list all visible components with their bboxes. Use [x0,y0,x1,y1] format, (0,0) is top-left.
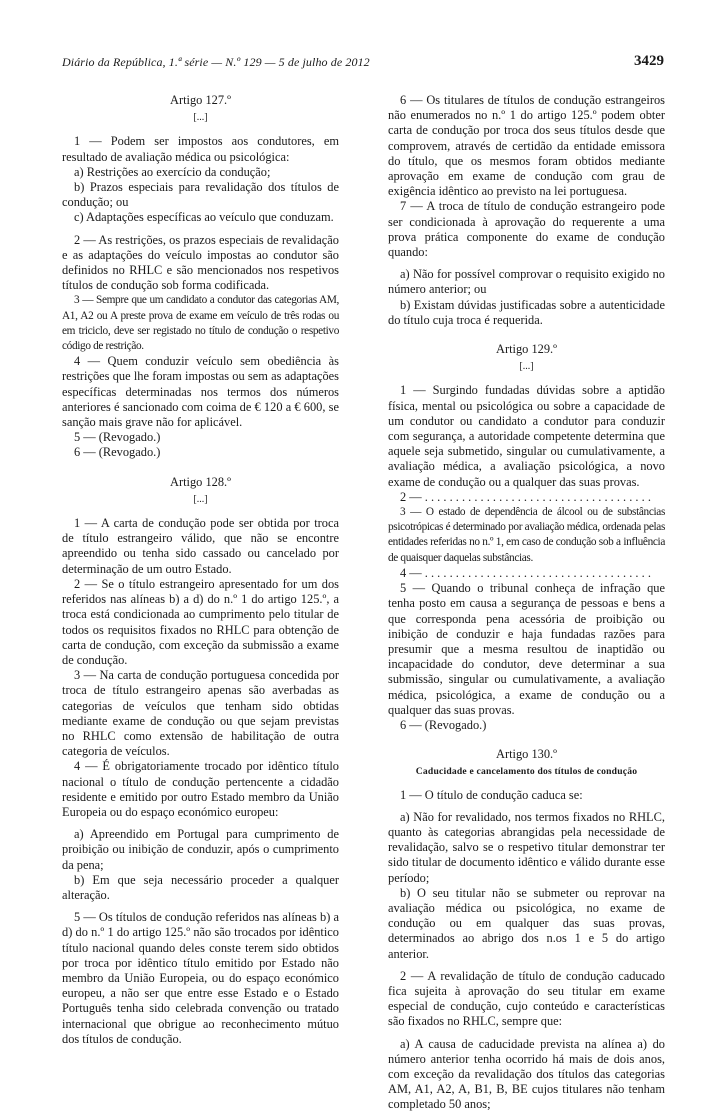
article-127-item-a: a) Restrições ao exercício da condução; [74,164,271,179]
article-127-title: Artigo 127.º [170,93,231,107]
article-129-paragraph-6: 6 — (Revogado.) [400,717,487,732]
article-130-title: Artigo 130.º [496,747,557,762]
article-130-item-a: a) Não for revalidado, nos termos fixados no RHLC, quanto às categorias abrangidas pela necessidade de revalidação, salvo se o respetivo titular demonstrar ter sido titular de documento idêntico e válido durante esse período; [388,809,665,885]
article-128-paragraph-2: 2 — Se o título estrangeiro apresentado for um dos referidos nas alíneas b) a d) do n.º 1 do artigo 125.º, a troca está condicionada ao cumprimento pelo titular de todos os requisitos fixados no RHLC para obtenção de carta de condução, com exceção da submissão a exame de condução. [62,576,339,667]
article-127-item-b: b) Prazos especiais para revalidação dos títulos de condução; ou [62,180,339,210]
article-130-subtitle: Caducidade e cancelamento dos títulos de condução [415,766,638,778]
article-130-paragraph-2: 2 — A revalidação de título de condução caducado fica sujeita à aprovação do seu titular em exame especial de condução, cujo conteúdo e características são fixados no RHLC, sempre que: [388,968,665,1029]
page-number: 3429 [634,53,664,69]
article-127-paragraph-2: 2 — As restrições, os prazos especiais de revalidação e as adaptações do veículo impostas ao condutor são definidos no RHLC e são mencionados nos respetivos títulos de condução sob forma codificada. [62,232,339,293]
right-column [388,93,665,1113]
article-128-paragraph-4: 4 — É obrigatoriamente trocado por idêntico título nacional o título de condução pertencente a cidadão residente e emitido por outro Estado membro da União Europeia ou do espaço económico europeu: [62,759,339,819]
article-130-2-item-a: a) A causa de caducidade prevista na alínea a) do número anterior tenha ocorrido há mais de dois anos, com exceção da revalidação dos títulos das categorias AM, A1, A2, A, B1, B, BE cujos titulares não tenham completado 50 anos; [388,1036,665,1112]
article-128-item-b: b) Em que seja necessário proceder a qualquer alteração. [62,872,339,902]
article-128-7-item-b: b) Existam dúvidas justificadas sobre a autenticidade do título cuja troca é requerida. [388,297,665,327]
article-129-ellipsis: [...] [519,361,534,373]
article-130-item-b: b) O seu titular não se submeter ou reprovar na avaliação médica ou psicológica, no exame de condução ou em qualquer das suas provas, determinados ao abrigo dos n.os 1 e 5 do artigo anterior. [388,885,665,961]
article-130-paragraph-1: 1 — O título de condução caduca se: [400,787,583,802]
article-129-paragraph-4: 4 — . . . . . . . . . . . . . . . . . . . . . . . . . . . . . . . . . . . . . [400,565,651,580]
article-127-paragraph-4: 4 — Quem conduzir veículo sem obediência às restrições que lhe foram impostas ou sem as adaptações específicas determinadas nos termos dos números anteriores é sancionado com coima de € 120 a € 600, se sanção mais grave não for aplicável. [62,354,339,430]
article-128-paragraph-7: 7 — A troca de título de condução estrangeiro pode ser condicionada à aprovação do requerente a uma prova prática componente do exame de condução quando: [388,199,665,260]
article-127-ellipsis: [...] [193,112,208,124]
article-127-paragraph-6: 6 — (Revogado.) [74,445,161,460]
left-column [62,93,339,1047]
article-129-paragraph-1: 1 — Surgindo fundadas dúvidas sobre a aptidão física, mental ou psicológica ou sobre a capacidade de um condutor ou candidato a condutor para conduzir com segurança, a autoridade competente determina que aquele seja submetido, singular ou cumulativamente, a avaliação médica, a avaliação psicológica, a novo exame de condução ou a qualquer das suas provas. [388,383,665,489]
article-129-paragraph-2: 2 — . . . . . . . . . . . . . . . . . . . . . . . . . . . . . . . . . . . . . [400,489,651,504]
article-128-item-a: a) Apreendido em Portugal para cumprimento de proibição ou inibição de conduzir, após o cumprimento da pena; [62,827,339,872]
article-128-paragraph-6: 6 — Os titulares de títulos de condução estrangeiros não enumerados no n.º 1 do artigo 125.º podem obter carta de condução por troca dos seus títulos desde que comprovem, através de certidão da entidade emissora do título, que os mesmos foram obtidos mediante aprovação em exame de condução com grau de exigência idêntico ao previsto na lei portuguesa. [388,93,665,199]
article-128-title: Artigo 128.º [170,474,231,489]
article-127-item-c: c) Adaptações específicas ao veículo que conduzam. [74,210,334,225]
article-127-paragraph-5: 5 — (Revogado.) [74,430,161,445]
article-128-7-item-a: a) Não for possível comprovar o requisito exigido no número anterior; ou [388,267,665,297]
page-header [62,55,666,73]
article-129-paragraph-5: 5 — Quando o tribunal conheça de infração que tenha posto em causa a segurança de pessoas e bens a que corresponda pena acessória de proibição ou inibição de conduzir e haja fundadas razões para presumir que a mesma resultou de inaptidão ou incapacidade do condutor, deve determinar a sua submissão, singular ou cumulativamente, a avaliação médica, psicológica, a exame de condução ou a qualquer das suas provas. [388,581,665,717]
article-129-title: Artigo 129.º [496,342,557,357]
article-128-paragraph-5: 5 — Os títulos de condução referidos nas alíneas b) a d) do n.º 1 do artigo 125.º não são trocados por idêntico título nacional quando deles conste terem sido obtidos por troca por idêntico título emitido por Estado não membro da União Europeia, ou do espaço económico europeu, a não ser que entre esse Estado e o Estado Português tenha sido celebrada convenção ou tratado internacional que obrigue ao reconhecimento mútuo dos títulos de condução. [62,910,339,1046]
journal-title: Diário da República, 1.ª série — N.º 129 — 5 de julho de 2012 [62,55,370,69]
article-128-paragraph-3: 3 — Na carta de condução portuguesa concedida por troca de título estrangeiro apenas são averbadas as categorias de veículos que tenham sido obtidas mediante exame de condução ou que sejam previstas no RHLC como extensão de habilitação de outra categoria de veículos. [62,668,339,759]
article-128-ellipsis: [...] [193,493,208,505]
article-127-paragraph-1: 1 — Podem ser impostos aos condutores, em resultado de avaliação médica ou psicológica: [62,134,339,164]
article-129-paragraph-3: 3 — O estado de dependência de álcool ou de substâncias psicotrópicas é determinado por avaliação médica, ordenada pelas entidades referidas no n.º 1, em caso de condução sob a influência de quaisquer daquelas substâncias. [388,506,665,564]
article-127-paragraph-3: 3 — Sempre que um candidato a condutor das categorias AM, A1, A2 ou A preste prova de exame em veículo de três rodas ou em triciclo, deve ser registado no título de condução o respetivo código de restrição. [62,294,339,353]
article-128-paragraph-1: 1 — A carta de condução pode ser obtida por troca de título estrangeiro válido, que não se encontre apreendido ou tenha sido cassado ou cancelado por determinação de um outro Estado. [62,516,339,576]
